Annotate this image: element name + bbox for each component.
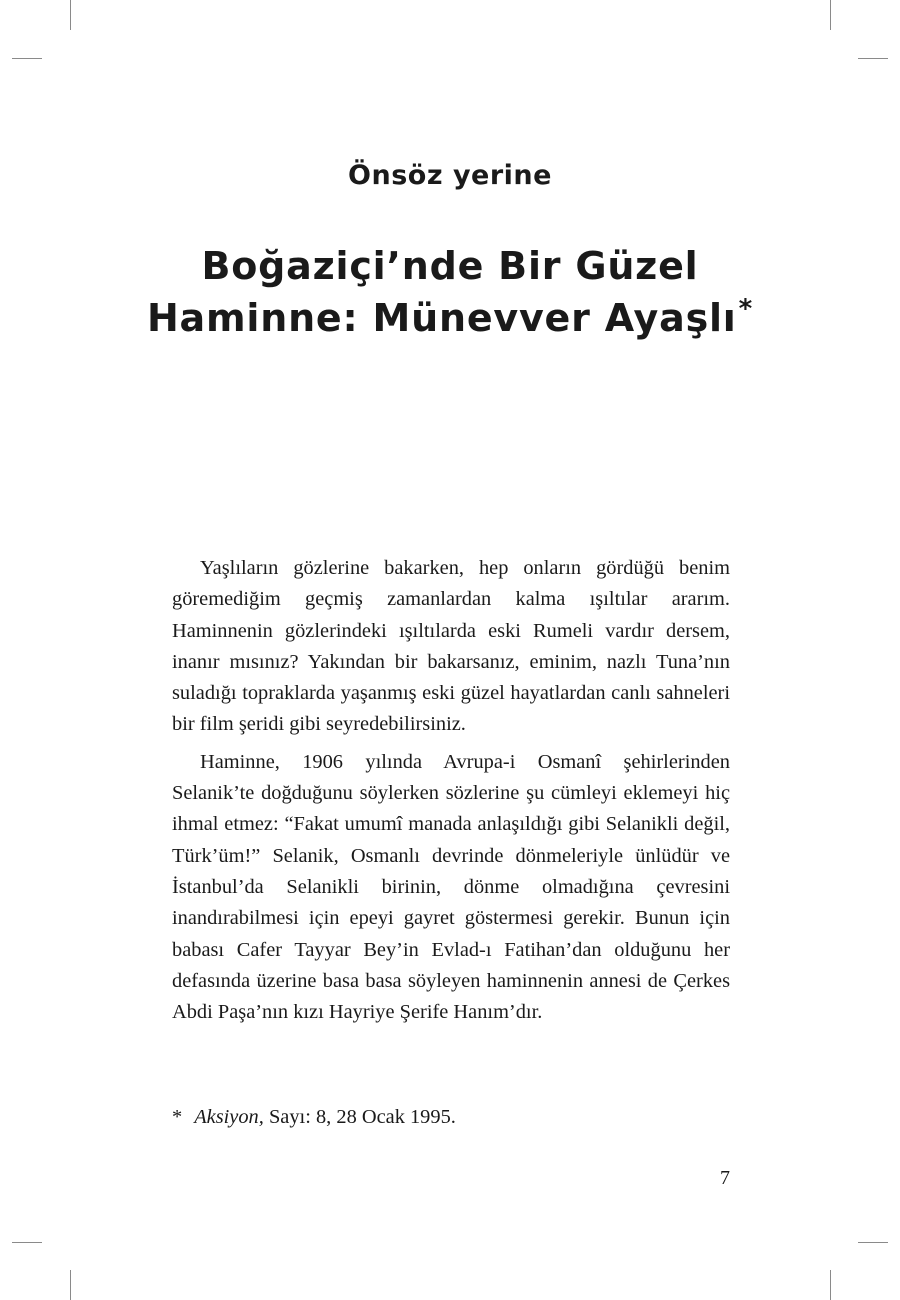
crop-mark-top-right [830,0,831,30]
title-footnote-marker: * [738,294,754,324]
page-number: 7 [720,1167,730,1189]
footnote-details: Sayı: 8, 28 Ocak 1995. [268,1106,456,1128]
footnote-source: Aksiyon, [194,1106,264,1128]
chapter-title [0,240,900,349]
chapter-title-line-2-text: Haminne: Münevver Ayaşlı [146,296,737,340]
crop-mark-right-top [858,58,888,59]
paragraph-1: Yaşlıların gözlerine bakarken, hep onların gördüğü benim göremediğim geçmiş zamanlardan kalma ışıltılar ararım. Haminnenin gözlerindeki ışıltılarda eski Rumeli vardır dersem, inanır mısınız? Yakından bir bakarsanız, eminim, nazlı Tuna’nın suladığı topraklarda yaşanmış eski güzel hayatlardan canlı sahneleri bir film şeridi gibi seyredebilirsiniz. [172,557,730,736]
paragraph-2: Haminne, 1906 yılında Avrupa-i Osmanî şehirlerinden Selanik’te doğduğunu söylerken sözlerine şu cümleyi eklemeyi hiç ihmal etmez: “Fakat umumî manada anlaşıldığı gibi Selanikli değil, Türk’üm!” Selanik, Osmanlı devrinde dönmeleriyle ünlüdür ve İstanbul’da Selanikli birinin, dönme olmadığına çevresini inandırabilmesi için epeyi gayret göstermesi gerekir. Bunun için babası Cafer Tayyar Bey’in Evlad-ı Fatihan’dan olduğunu her defasında üzerine basa basa söyleyen haminnenin annesi de Çerkes Abdi Paşa’nın kızı Hayriye Şerife Hanım’dır. [172,750,730,1024]
footnote-marker: * [172,1106,183,1128]
crop-mark-bottom-left [70,1270,71,1300]
section-label: Önsöz yerine [348,160,552,191]
body-text [172,553,730,1034]
crop-mark-left-bottom [12,1242,42,1243]
crop-mark-bottom-right [830,1270,831,1300]
chapter-title-line-2 [0,292,900,349]
chapter-title-line-1: Boğaziçi’nde Bir Güzel [201,244,699,288]
footnote [172,1102,730,1132]
crop-mark-left-top [12,58,42,59]
crop-mark-top-left [70,0,71,30]
crop-mark-right-bottom [858,1242,888,1243]
